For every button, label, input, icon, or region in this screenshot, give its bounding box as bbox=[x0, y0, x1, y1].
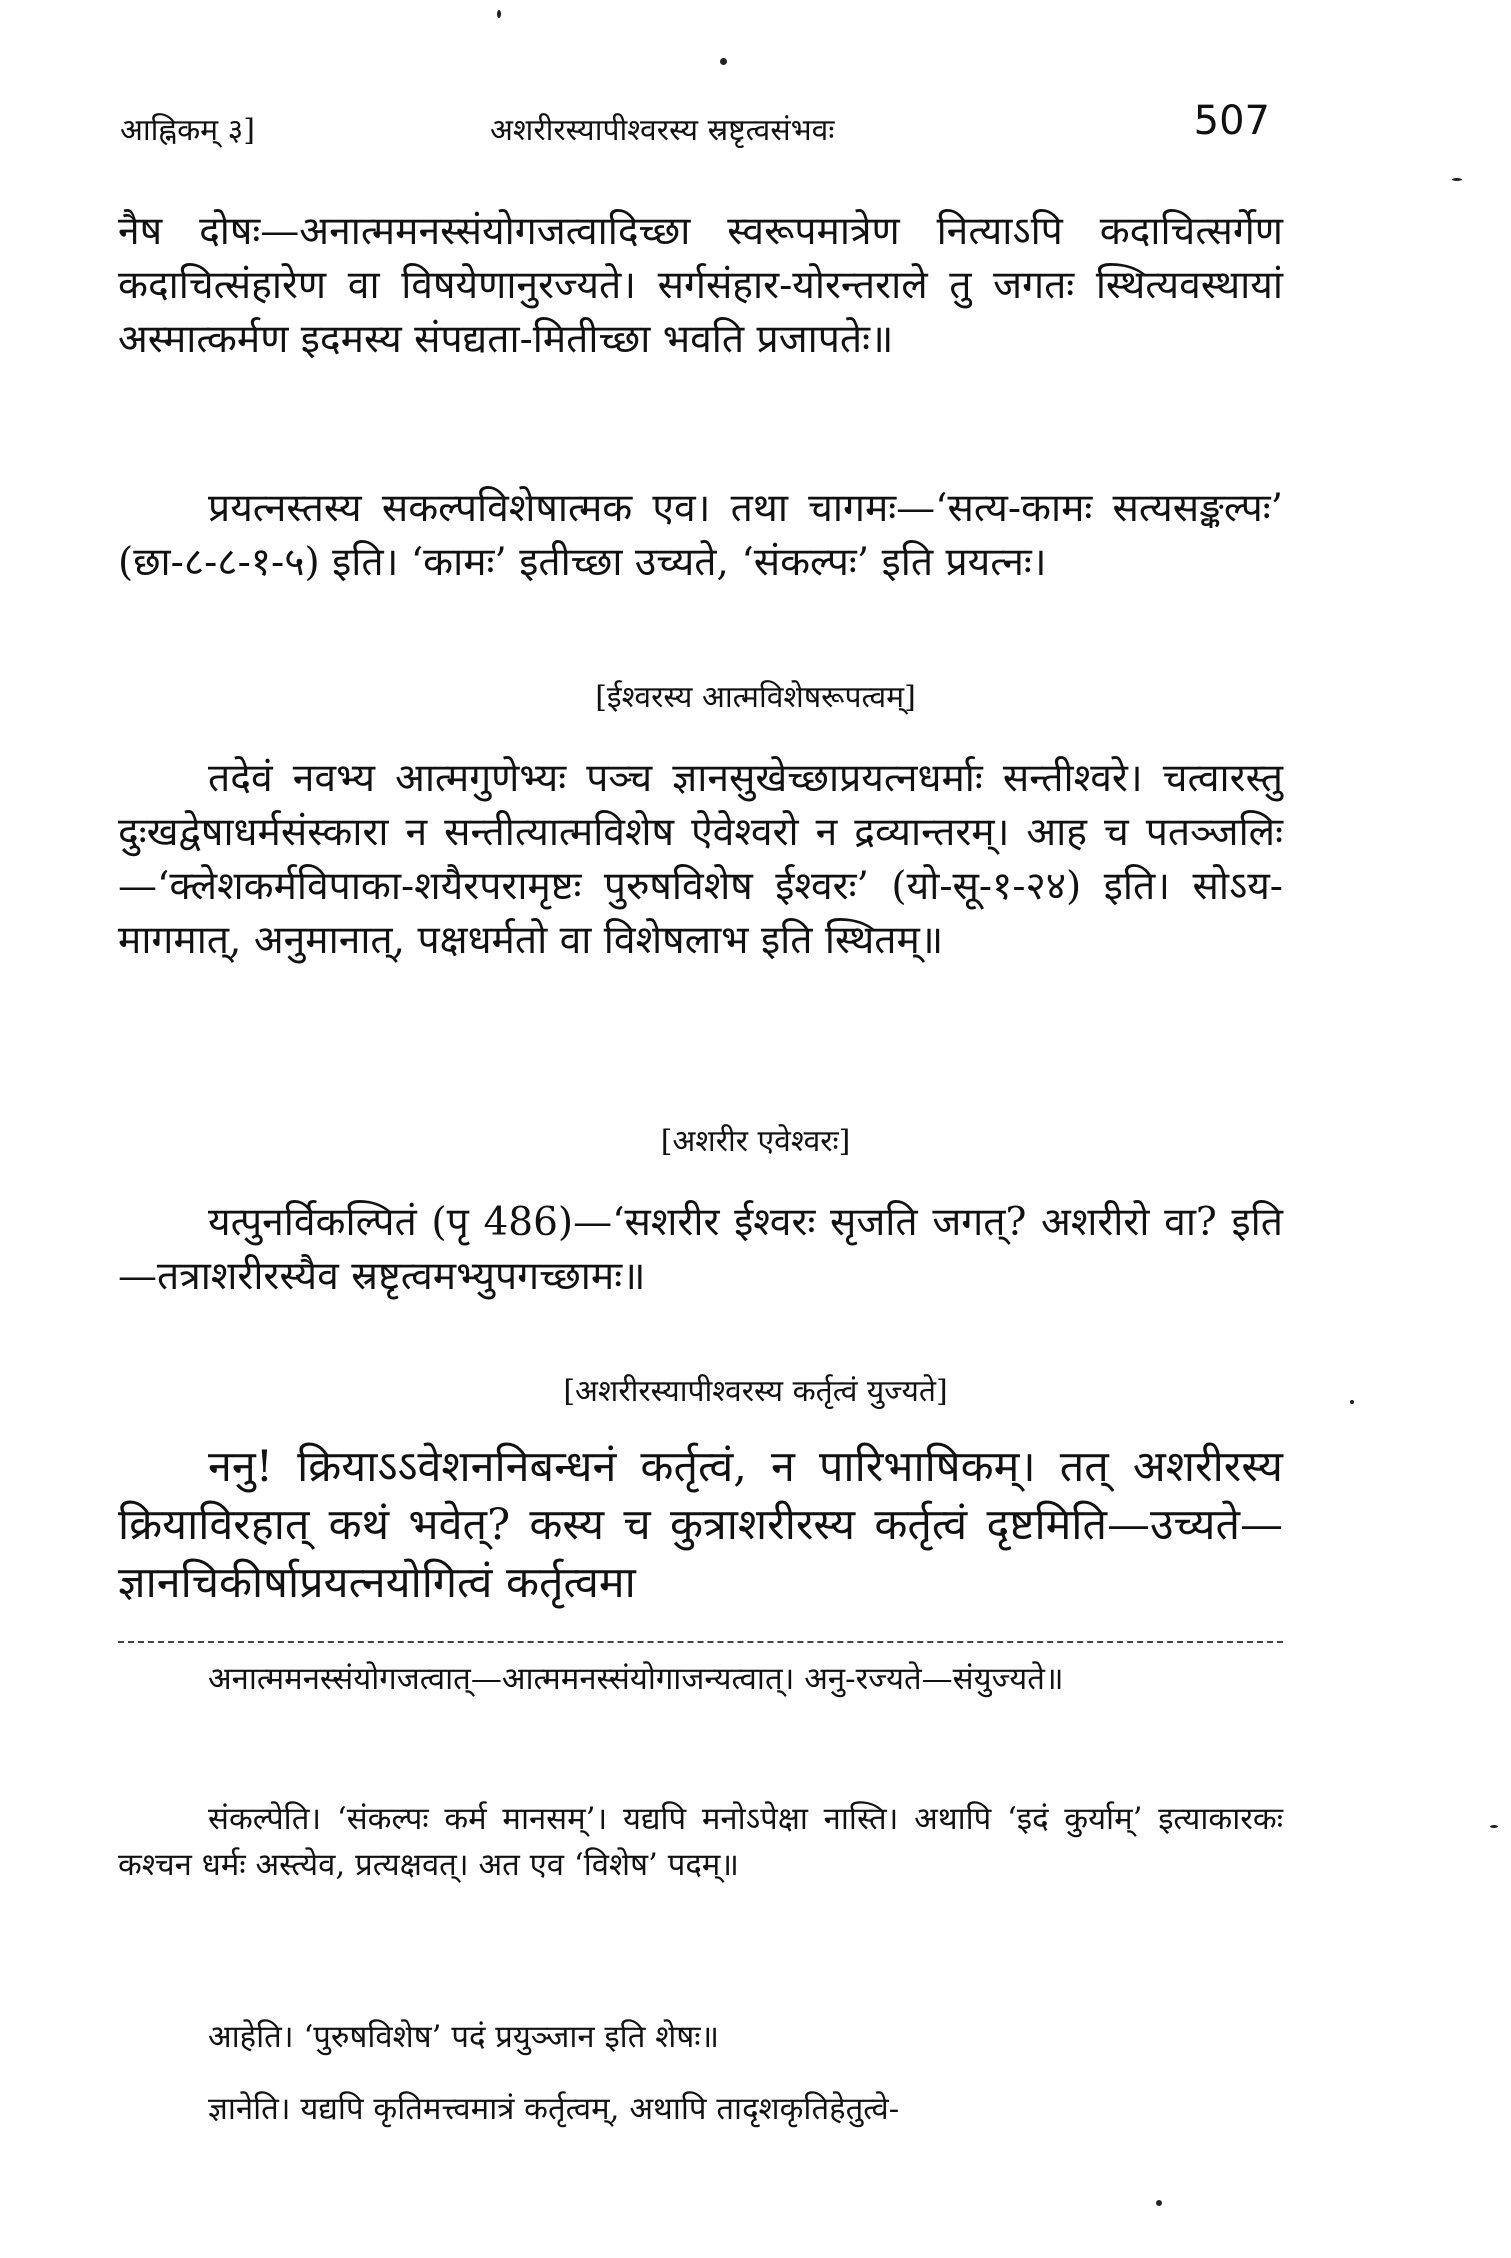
section-heading-2: [अशरीर एवेश्वरः] bbox=[660, 1124, 851, 1159]
scan-speck bbox=[720, 58, 727, 65]
paragraph-1: नैष दोषः—अनात्ममनस्संयोगजत्वादिच्छा स्वरूपमात्रेण नित्याऽपि कदाचित्सर्गेण कदाचित्संहारेण वा विषयेणानुरज्यते। सर्गसंहार-योरन्तराले तु जगतः स्थित्यवस्थायां अस्मात्कर्मण इदमस्य संपद्यता-मितीच्छा भवति प्रजापतेः॥ bbox=[118, 209, 1283, 362]
scan-speck bbox=[1156, 2200, 1162, 2206]
page-number: 507 bbox=[1193, 98, 1270, 144]
footnote-4: ज्ञानेति। यद्यपि कृतिमत्त्वमात्रं कर्तृत्वम्, अथापि तादृशकृतिहेतुत्वे- bbox=[208, 2091, 900, 2127]
scan-speck bbox=[1452, 178, 1462, 181]
footnote-3: आहेति। ‘पुरुषविशेष’ पदं प्रयुञ्जान इति शेषः॥ bbox=[208, 2019, 720, 2055]
section-heading-1: [ईश्वरस्य आत्मविशेषरूपत्वम्] bbox=[595, 680, 916, 715]
running-header bbox=[120, 98, 1270, 158]
footnote-2: संकल्पेति। ‘संकल्पः कर्म मानसम्’। यद्यपि मनोऽपेक्षा नास्ति। अथापि ‘इदं कुर्याम्’ इत्याकारकः कश्चन धर्मः अस्त्येव, प्रत्यक्षवत्। अत एव ‘विशेष’ पदम्॥ bbox=[118, 1801, 1283, 1883]
paragraph-5: ननु! क्रियाऽऽवेशननिबन्धनं कर्तृत्वं, न पारिभाषिकम्। तत् अशरीरस्य क्रियाविरहात् कथं भवेत्? कस्य च कुत्राशरीरस्य कर्तृत्वं दृष्टमिति—उच्यते—ज्ञानचिकीर्षाप्रयत्नयोगित्वं कर्तृत्वमा bbox=[118, 1442, 1283, 1608]
chapter-label: आह्निकम् ३] bbox=[120, 113, 255, 148]
paragraph-4: यत्पुनर्विकल्पितं (पृ 486)—‘सशरीर ईश्वरः सृजति जगत्? अशरीरो वा? इति—तत्राशरीरस्यैव स्रष्टृत्वमभ्युपगच्छामः॥ bbox=[118, 1200, 1283, 1299]
footnote-1: अनात्ममनस्संयोगजत्वात्—आत्ममनस्संयोगाजन्यत्वात्। अनु-रज्यते—संयुज्यते॥ bbox=[208, 1661, 1064, 1697]
scan-speck bbox=[497, 10, 501, 18]
section-heading-3: [अशरीरस्यापीश्वरस्य कर्तृत्वं युज्यते] bbox=[563, 1374, 948, 1409]
paragraph-2: प्रयत्नस्तस्य सकल्पविशेषात्मक एव। तथा चागमः—‘सत्य-कामः सत्यसङ्कल्पः’ (छा-८-८-१-५) इति। ‘कामः’ इतीच्छा उच्यते, ‘संकल्पः’ इति प्रयत्नः। bbox=[118, 486, 1283, 585]
paragraph-3: तदेवं नवभ्य आत्मगुणेभ्यः पञ्च ज्ञानसुखेच्छाप्रयत्नधर्माः सन्तीश्वरे। चत्वारस्तु दुःखद्वेषाधर्मसंस्कारा न सन्तीत्यात्मविशेष ऐवेश्वरो न द्रव्यान्तरम्। आह च पतञ्जलिः—‘क्लेशकर्मविपाका-शयैरपरामृष्टः पुरुषविशेष ईश्वरः’ (यो-सू-१-२४) इति। सोऽय-मागमात्, अनुमानात्, पक्षधर्मतो वा विशेषलाभ इति स्थितम्॥ bbox=[118, 756, 1283, 963]
scan-speck bbox=[1490, 1825, 1498, 1828]
section-title: अशरीरस्यापीश्वरस्य स्रष्टृत्वसंभवः bbox=[490, 113, 835, 148]
footnote-divider bbox=[118, 1641, 1283, 1643]
